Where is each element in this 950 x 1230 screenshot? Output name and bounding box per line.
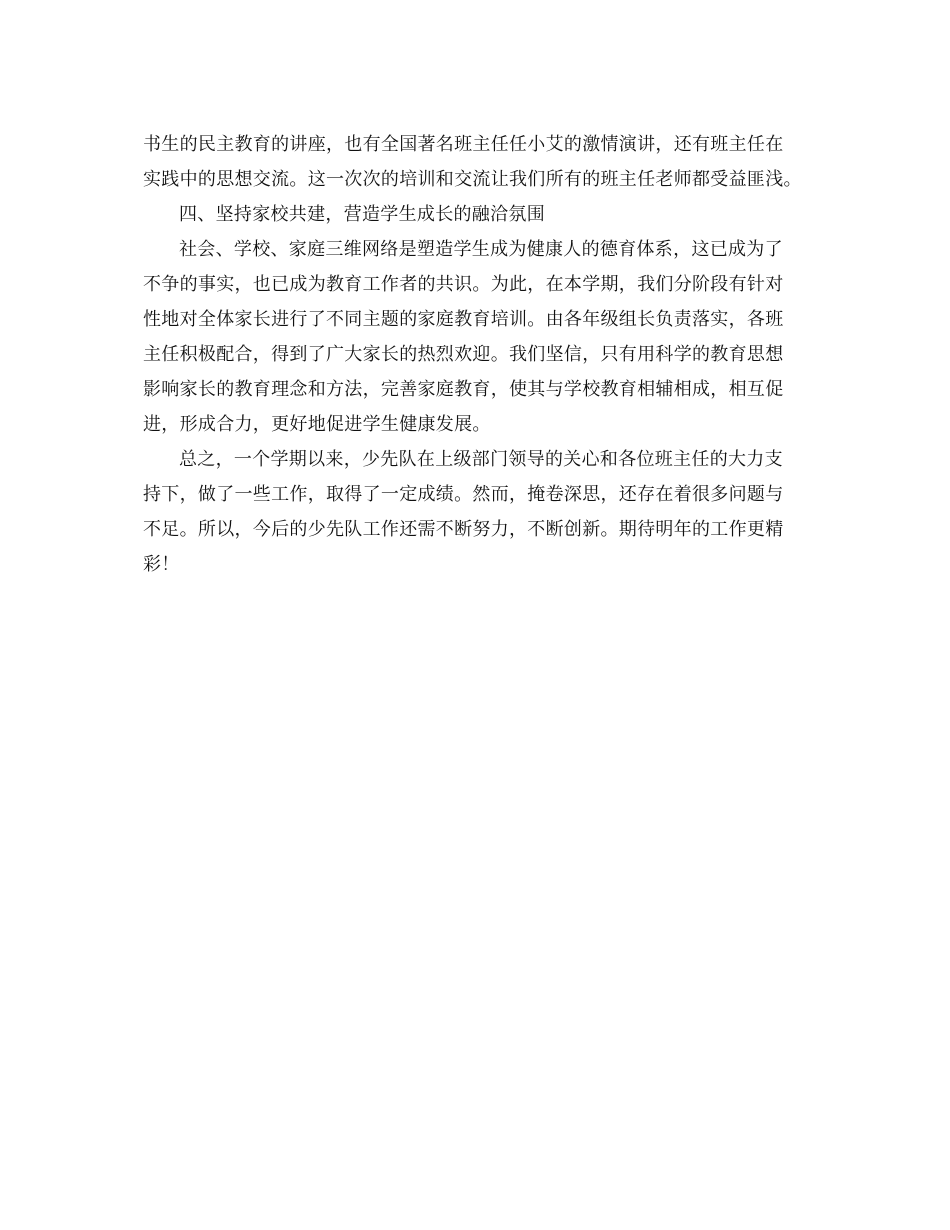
text-line: 社会、学校、家庭三维网络是塑造学生成为健康人的德育体系，这已成为了 (179, 239, 783, 260)
text-line: 影响家长的教育理念和方法，完善家庭教育，使其与学校教育相辅相成，相互促 (143, 379, 784, 400)
text-line: 彩！ (143, 554, 180, 575)
text-line: 主任积极配合，得到了广大家长的热烈欢迎。我们坚信，只有用科学的教育思想 (143, 344, 784, 365)
text-line: 不争的事实，也已成为教育工作者的共识。为此，在本学期，我们分阶段有针对 (143, 274, 784, 295)
text-line: 实践中的思想交流。这一次次的培训和交流让我们所有的班主任老师都受益匪浅。 (143, 169, 802, 190)
text-line: 持下，做了一些工作，取得了一定成绩。然而，掩卷深思，还存在着很多问题与 (143, 484, 784, 505)
section-heading: 四、坚持家校共建，营造学生成长的融洽氛围 (179, 204, 545, 225)
text-line: 书生的民主教育的讲座，也有全国著名班主任任小艾的激情演讲，还有班主任在 (143, 134, 784, 155)
text-line: 性地对全体家长进行了不同主题的家庭教育培训。由各年级组长负责落实，各班 (143, 309, 784, 330)
text-line: 不足。所以，今后的少先队工作还需不断努力，不断创新。期待明年的工作更精 (143, 519, 784, 540)
text-line: 总之，一个学期以来，少先队在上级部门领导的关心和各位班主任的大力支 (179, 449, 783, 470)
text-line: 进，形成合力，更好地促进学生健康发展。 (143, 414, 491, 435)
document-body (143, 127, 807, 582)
